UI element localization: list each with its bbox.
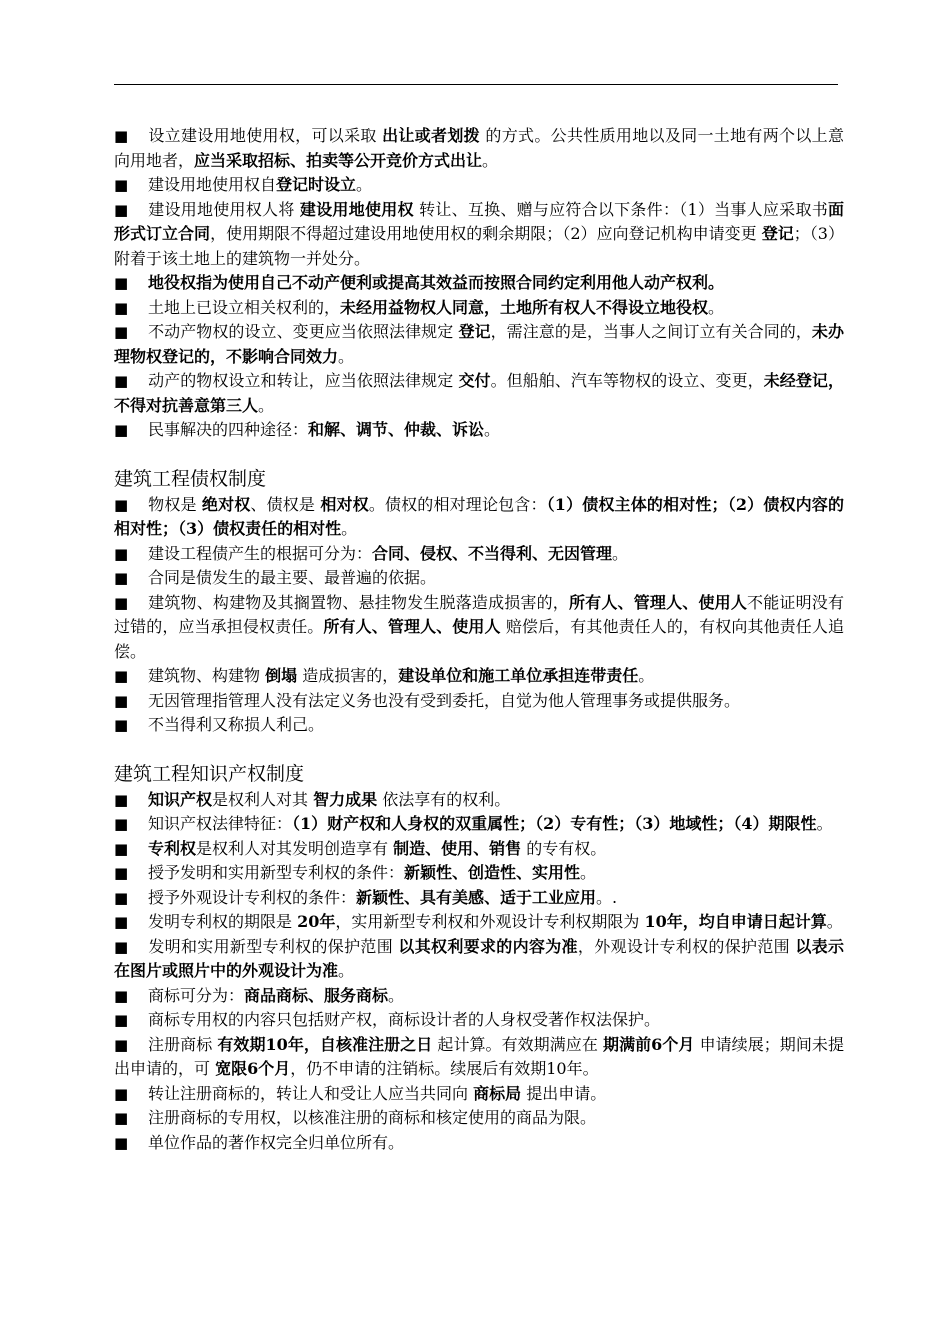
item-text: 是权利人对其发明创造享有 [196,838,394,858]
item-text: 。 [388,985,405,1005]
bullet-item [114,935,844,984]
item-text: 、债权是 [250,494,321,514]
item-text: ，外观设计专利权的保护范围 [577,936,796,956]
item-text: 造成损害的， [297,666,399,685]
bullet-item [114,320,844,369]
emphasis-text: 以表示在图片或照片中的外观设计为准 [114,936,844,980]
emphasis-text: 新颖性、创造性、实用性 [404,863,581,882]
item-text: 是权利人对其 [212,789,314,809]
square-bullet-icon: ■ [114,372,129,390]
square-bullet-icon: ■ [114,913,129,931]
item-text: ，使用期限不得超过建设用地使用权的剩余期限；（2）应向登记机构申请变更 [210,224,762,243]
bullet-item [114,271,844,296]
bullet-item [114,1131,844,1156]
item-text: 。 [338,961,355,980]
emphasis-text: 新颖性、具有美感、适于工业应用 [356,887,597,907]
emphasis-text: 未办理物权登记的，不影响合同效力 [114,322,844,366]
item-text: 。债权的相对理论包含： [368,494,547,514]
emphasis-text: 建设用地使用权 [299,199,414,219]
square-bullet-icon: ■ [114,544,129,563]
emphasis-text: 10年，均自申请日起计算 [644,912,827,931]
item-text: 建设用地使用权自 [148,175,277,194]
square-bullet-icon: ■ [114,1109,129,1127]
bullet-item [114,1082,844,1107]
square-bullet-icon: ■ [114,569,129,587]
item-text: 无因管理指管理人没有法定义务也没有受到委托，自觉为他人管理事务或提供服务。 [148,690,741,710]
emphasis-text: 20年 [297,912,336,931]
emphasis-text: 和解、调节、仲裁、诉讼 [308,420,485,439]
item-text: ，需注意的是，当事人之间订立有关合同的， [490,322,812,341]
item-text: 发明和实用新型专利权的保护范围 [148,936,399,956]
bullet-item [114,837,844,862]
item-text: 授予发明和实用新型专利权的条件： [148,863,405,882]
emphasis-text: 未经用益物权人同意，土地所有权人不得设立地役权 [340,297,709,317]
square-bullet-icon: ■ [114,323,129,341]
square-bullet-icon: ■ [114,176,129,194]
bullet-item [114,198,844,272]
bullet-item [114,788,844,813]
square-bullet-icon: ■ [114,1084,129,1103]
item-text: 设立建设用地使用权，可以采取 [148,126,383,145]
bullet-item [114,124,844,173]
item-text: 。 [708,297,725,317]
square-bullet-icon: ■ [114,200,129,219]
bullet-item [114,664,844,689]
emphasis-text: 专利权 [148,838,197,858]
item-text: 依法享有的权利。 [377,789,511,809]
bullet-item [114,886,844,911]
square-bullet-icon: ■ [114,593,129,612]
emphasis-text: 期满前6个月 [603,1034,695,1054]
emphasis-text: 所有人、管理人、使用人 [323,617,501,636]
item-text: 商标专用权的内容只包括财产权，商标设计者的人身权受著作权法保护。 [148,1010,661,1029]
item-text: 授予外观设计专利权的条件： [148,887,357,907]
bullet-item [114,984,844,1009]
item-text: 不能证明没有过错的，应当承担侵权责任。 [114,592,844,636]
item-text: 的专有权。 [521,838,607,858]
bullet-item [114,812,844,837]
square-bullet-icon: ■ [114,1133,129,1152]
item-text: 单位作品的著作权完全归单位所有。 [148,1132,405,1152]
emphasis-text: 宽限6个月 [215,1059,291,1078]
square-bullet-icon: ■ [114,839,129,858]
square-bullet-icon: ■ [114,716,129,734]
emphasis-text: 以其权利要求的内容为准 [398,936,578,956]
item-text: 商标可分为： [148,985,245,1005]
emphasis-text: 合同、侵权、不当得利、无因管理 [372,543,613,563]
section-heading: 建筑工程知识产权制度 [114,762,305,785]
square-bullet-icon: ■ [114,495,129,514]
item-text: 提出申请。 [521,1083,607,1103]
square-bullet-icon: ■ [114,421,129,439]
square-bullet-icon: ■ [114,815,129,833]
emphasis-text: 制造、使用、销售 [393,838,522,858]
bullet-item [114,1106,844,1131]
emphasis-text: 应当采取招标、拍卖等公开竞价方式出让 [194,150,483,170]
item-text: 知识产权法律特征： [148,814,293,833]
emphasis-text: 建设单位和施工单位承担连带责任 [398,666,639,685]
section-heading: 建筑工程债权制度 [114,467,267,490]
item-text: 建设用地使用权人将 [148,199,300,219]
item-text: ；（3）附着于该土地上的建筑物一并处分。 [114,224,844,268]
item-text: 。 [482,150,499,170]
square-bullet-icon: ■ [114,298,129,317]
square-bullet-icon: ■ [114,864,129,882]
bullet-item [114,369,844,418]
emphasis-text: 知识产权 [148,789,213,809]
square-bullet-icon: ■ [114,1035,129,1054]
item-text: 不动产物权的设立、变更应当依照法律规定 [148,322,459,341]
square-bullet-icon: ■ [114,1011,129,1029]
emphasis-text: 交付 [458,371,491,390]
emphasis-text: 面形式订立合同 [114,199,844,243]
item-text: 。 [338,346,355,366]
bullet-item [114,1008,844,1033]
emphasis-text: 出让或者划拨 [382,126,480,145]
bullet-item [114,493,844,542]
bullet-item [114,591,844,665]
bullet-item [114,173,844,198]
square-bullet-icon: ■ [114,667,129,685]
emphasis-text: 未经登记，不得对抗善意第三人 [114,371,844,415]
square-bullet-icon: ■ [114,790,129,809]
square-bullet-icon: ■ [114,937,129,956]
item-text: 民事解决的四种途径： [148,420,309,439]
item-text: 建筑物、构建物 [148,666,266,685]
emphasis-text: （1）财产权和人身权的双重属性；（2）专有性；（3）地域性；（4）期限性 [292,814,817,833]
item-text: 赔偿后，有其他责任人的，有权向其他责任人追偿。 [114,617,844,661]
emphasis-text: 相对权 [320,494,369,514]
item-text: 的方式。公共性质用地以及同一土地有两个以上意向用地者， [114,126,844,170]
item-text: 起计算。有效期满应在 [432,1034,604,1054]
item-text: 发明专利权的期限是 [148,912,298,931]
emphasis-text: 登记 [458,322,491,341]
item-text: 。 [258,395,275,415]
item-text: 建设工程债产生的根据可分为： [148,543,373,563]
item-text: 申请续展；期间未提出申请的，可 [114,1034,844,1078]
bullet-item [114,910,844,935]
bullet-item [114,418,844,443]
bullet-item [114,713,844,738]
item-text: 。 [580,863,597,882]
item-text: 。但船舶、汽车等物权的设立、变更， [490,371,764,390]
emphasis-text: 商品商标、服务商标 [244,985,389,1005]
emphasis-text: 智力成果 [313,789,378,809]
emphasis-text: 绝对权 [201,494,251,514]
item-text: 。 [484,420,501,439]
emphasis-text: （1）债权主体的相对性；（2）债权内容的相对性；（3）债权责任的相对性 [114,494,844,538]
bullet-item [114,1033,844,1082]
square-bullet-icon: ■ [114,691,129,710]
square-bullet-icon: ■ [114,274,129,292]
item-text: 。 [826,912,843,931]
item-text: 土地上已设立相关权利的， [148,297,341,317]
document-body [114,124,844,1155]
square-bullet-icon: ■ [114,986,129,1005]
item-text: 建筑物、构建物及其搁置物、悬挂物发生脱落造成损害的， [148,592,569,612]
item-text: 。 [638,666,655,685]
item-text: 合同是债发生的最主要、最普遍的依据。 [148,568,437,587]
emphasis-text: 地役权指为使用自己不动产便利或提高其效益而按照合同约定利用他人动产权利。 [148,273,725,292]
item-text: 注册商标的专用权，以核准注册的商标和核定使用的商品为限。 [148,1108,597,1127]
item-text: 不当得利又称损人利己。 [148,715,325,734]
square-bullet-icon: ■ [114,127,129,145]
item-text: 。 [356,175,373,194]
emphasis-text: 登记 [761,224,794,243]
item-text: 动产的物权设立和转让，应当依照法律规定 [148,371,459,390]
emphasis-text: 商标局 [473,1083,522,1103]
bullet-item [114,566,844,591]
item-text: 。. [596,887,618,907]
item-text: ，实用新型专利权和外观设计专利权期限为 [335,912,645,931]
bullet-item [114,542,844,567]
item-text: 转让、互换、赠与应符合以下条件：（1）当事人应采取书 [413,199,828,219]
item-text: ，仍不申请的注销标。续展后有效期10年。 [290,1059,599,1078]
item-text: 转让注册商标的，转让人和受让人应当共同向 [148,1083,474,1103]
item-text: 注册商标 [148,1034,218,1054]
item-text: 。 [612,543,629,563]
item-text: 。 [341,519,358,538]
item-text: 物权是 [148,494,202,514]
bullet-item [114,689,844,714]
bullet-item [114,296,844,321]
item-text: 。 [816,814,833,833]
emphasis-text: 有效期10年，自核准注册之日 [217,1034,433,1054]
bullet-item [114,861,844,886]
header-rule [114,84,838,85]
square-bullet-icon: ■ [114,888,129,907]
emphasis-text: 登记时设立 [276,175,357,194]
emphasis-text: 所有人、管理人、使用人 [569,592,748,612]
emphasis-text: 倒塌 [265,666,298,685]
